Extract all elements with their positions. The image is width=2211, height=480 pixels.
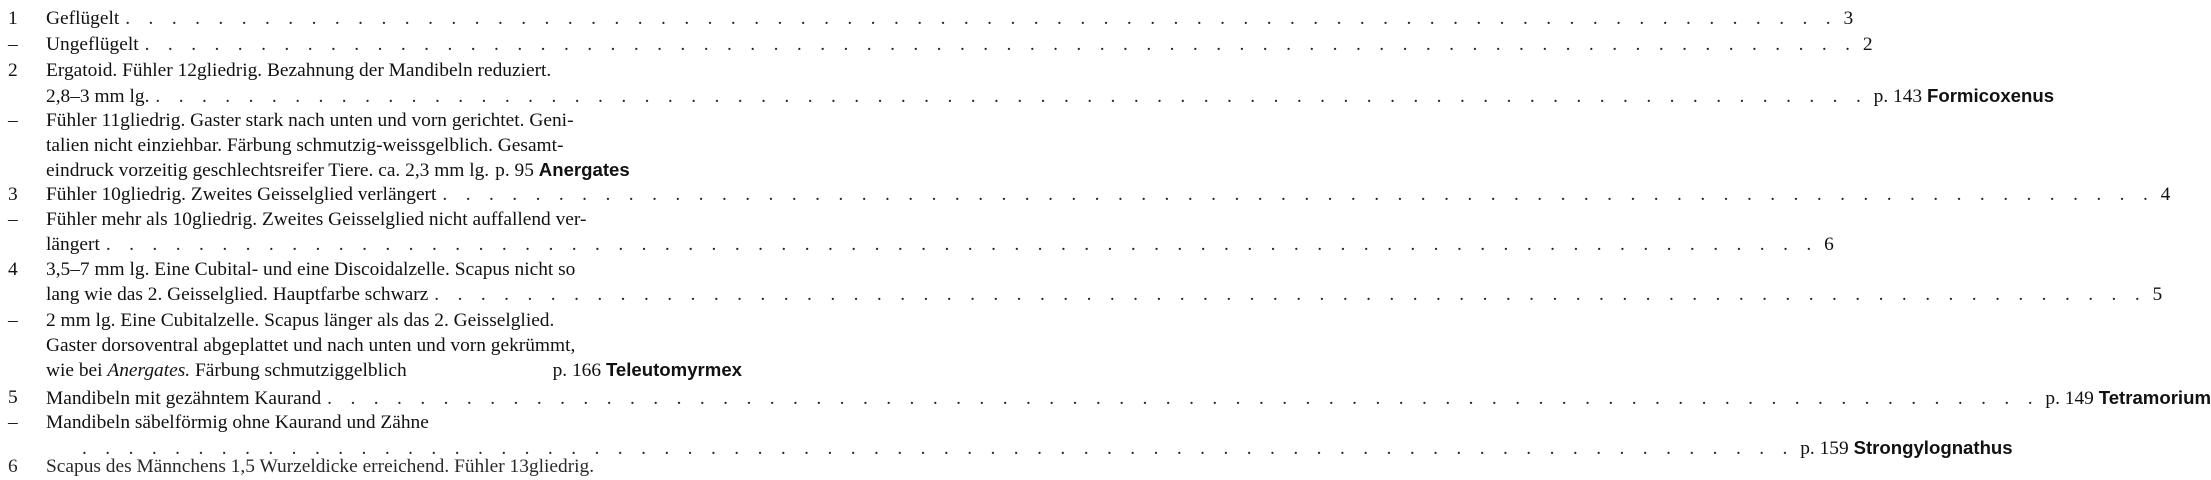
entry-text: wie bei xyxy=(46,360,108,382)
entry-text: Fühler mehr als 10gliedrig. Zweites Geisselglied nicht auffallend ver- xyxy=(46,209,587,230)
key-entry xyxy=(8,309,742,384)
entry-text: Mandibeln säbelförmig ohne Kaurand und Zähne xyxy=(46,412,429,433)
target-couplet: 4 xyxy=(2160,184,2171,205)
entry-text: Fühler 10gliedrig. Zweites Geisselglied verlängert xyxy=(46,184,437,205)
couplet-number: – xyxy=(8,209,18,230)
target-couplet: 6 xyxy=(1824,233,1834,255)
page-reference: p. 159 xyxy=(1800,437,1849,459)
entry-text: talien nicht einziehbar. Färbung schmutzig-weissgelblich. Gesamt- xyxy=(46,134,564,156)
key-entry xyxy=(8,33,1873,58)
genus-name: Anergates xyxy=(538,159,630,181)
couplet-number: 6 xyxy=(8,456,18,477)
italic-genus-reference: Anergates. xyxy=(107,360,191,382)
page-reference: p. 149 xyxy=(2045,388,2094,409)
target-couplet: 3 xyxy=(1843,8,1854,29)
genus-name: Formicoxenus xyxy=(1926,84,2055,106)
key-entry xyxy=(8,386,2211,412)
entry-text: Mandibeln mit gezähntem Kaurand xyxy=(46,388,322,409)
entry-text: Ergatoid. Fühler 12gliedrig. Bezahnung der Mandibeln reduziert. xyxy=(46,60,552,81)
entry-text: Scapus des Männchens 1,5 Wurzeldicke erreichend. Fühler 13gliedrig. xyxy=(46,456,595,477)
couplet-number: 3 xyxy=(8,184,18,205)
couplet-number: – xyxy=(8,34,18,55)
leader-dots xyxy=(139,33,1857,58)
couplet-number: – xyxy=(8,110,18,131)
page-reference: p. 143 xyxy=(1873,85,1923,107)
target-couplet: 2 xyxy=(1862,34,1873,55)
target-couplet: 5 xyxy=(2152,283,2163,305)
key-entry xyxy=(8,109,742,184)
key-entry xyxy=(8,455,742,480)
entry-text: 2 mm lg. Eine Cubitalzelle. Scapus länger als das 2. Geisselglied. xyxy=(46,310,555,331)
key-entry xyxy=(8,183,2171,208)
leader-dots xyxy=(119,7,1837,32)
entry-text: lang wie das 2. Geisselglied. Hauptfarbe schwarz xyxy=(46,283,429,305)
key-entry xyxy=(8,258,2163,307)
leader-dots xyxy=(149,85,1867,110)
entry-text: längert xyxy=(46,233,100,255)
couplet-number: 2 xyxy=(8,60,18,81)
couplet-number: 4 xyxy=(8,259,18,280)
couplet-number: – xyxy=(8,310,18,331)
leader-dots xyxy=(436,183,2154,208)
leader-dots xyxy=(428,283,2146,308)
key-entry xyxy=(8,59,2055,109)
key-entry xyxy=(8,208,1834,257)
entry-text: Gaster dorsoventral abgeplattet und nach unten und vorn gekrümmt, xyxy=(46,334,576,356)
entry-text: Fühler 11gliedrig. Gaster stark nach unten und vorn gerichtet. Geni- xyxy=(46,110,574,131)
key-entry xyxy=(8,411,2013,461)
couplet-number: 5 xyxy=(8,387,18,408)
page-reference: p. 166 xyxy=(552,360,602,382)
leader-dots xyxy=(100,233,1818,258)
entry-text: Geflügelt xyxy=(46,8,120,29)
couplet-number: – xyxy=(8,412,18,433)
entry-text: Ungeflügelt xyxy=(46,34,139,55)
leader-dots xyxy=(321,387,2039,412)
genus-name: Strongylognathus xyxy=(1853,436,2013,458)
genus-name: Teleutomyrmex xyxy=(605,359,742,381)
couplet-number: 1 xyxy=(8,8,18,29)
entry-text: 3,5–7 mm lg. Eine Cubital- und eine Discoidalzelle. Scapus nicht so xyxy=(46,259,576,280)
page-reference: p. 95 xyxy=(495,160,534,182)
entry-text: Färbung schmutziggelblich xyxy=(190,360,407,382)
key-entry xyxy=(8,7,1854,32)
entry-text: eindruck vorzeitig geschlechtsreifer Tiere. ca. 2,3 mm lg. xyxy=(46,160,490,182)
entry-text: 2,8–3 mm lg. xyxy=(46,85,150,107)
genus-name: Tetramorium xyxy=(2098,387,2211,408)
